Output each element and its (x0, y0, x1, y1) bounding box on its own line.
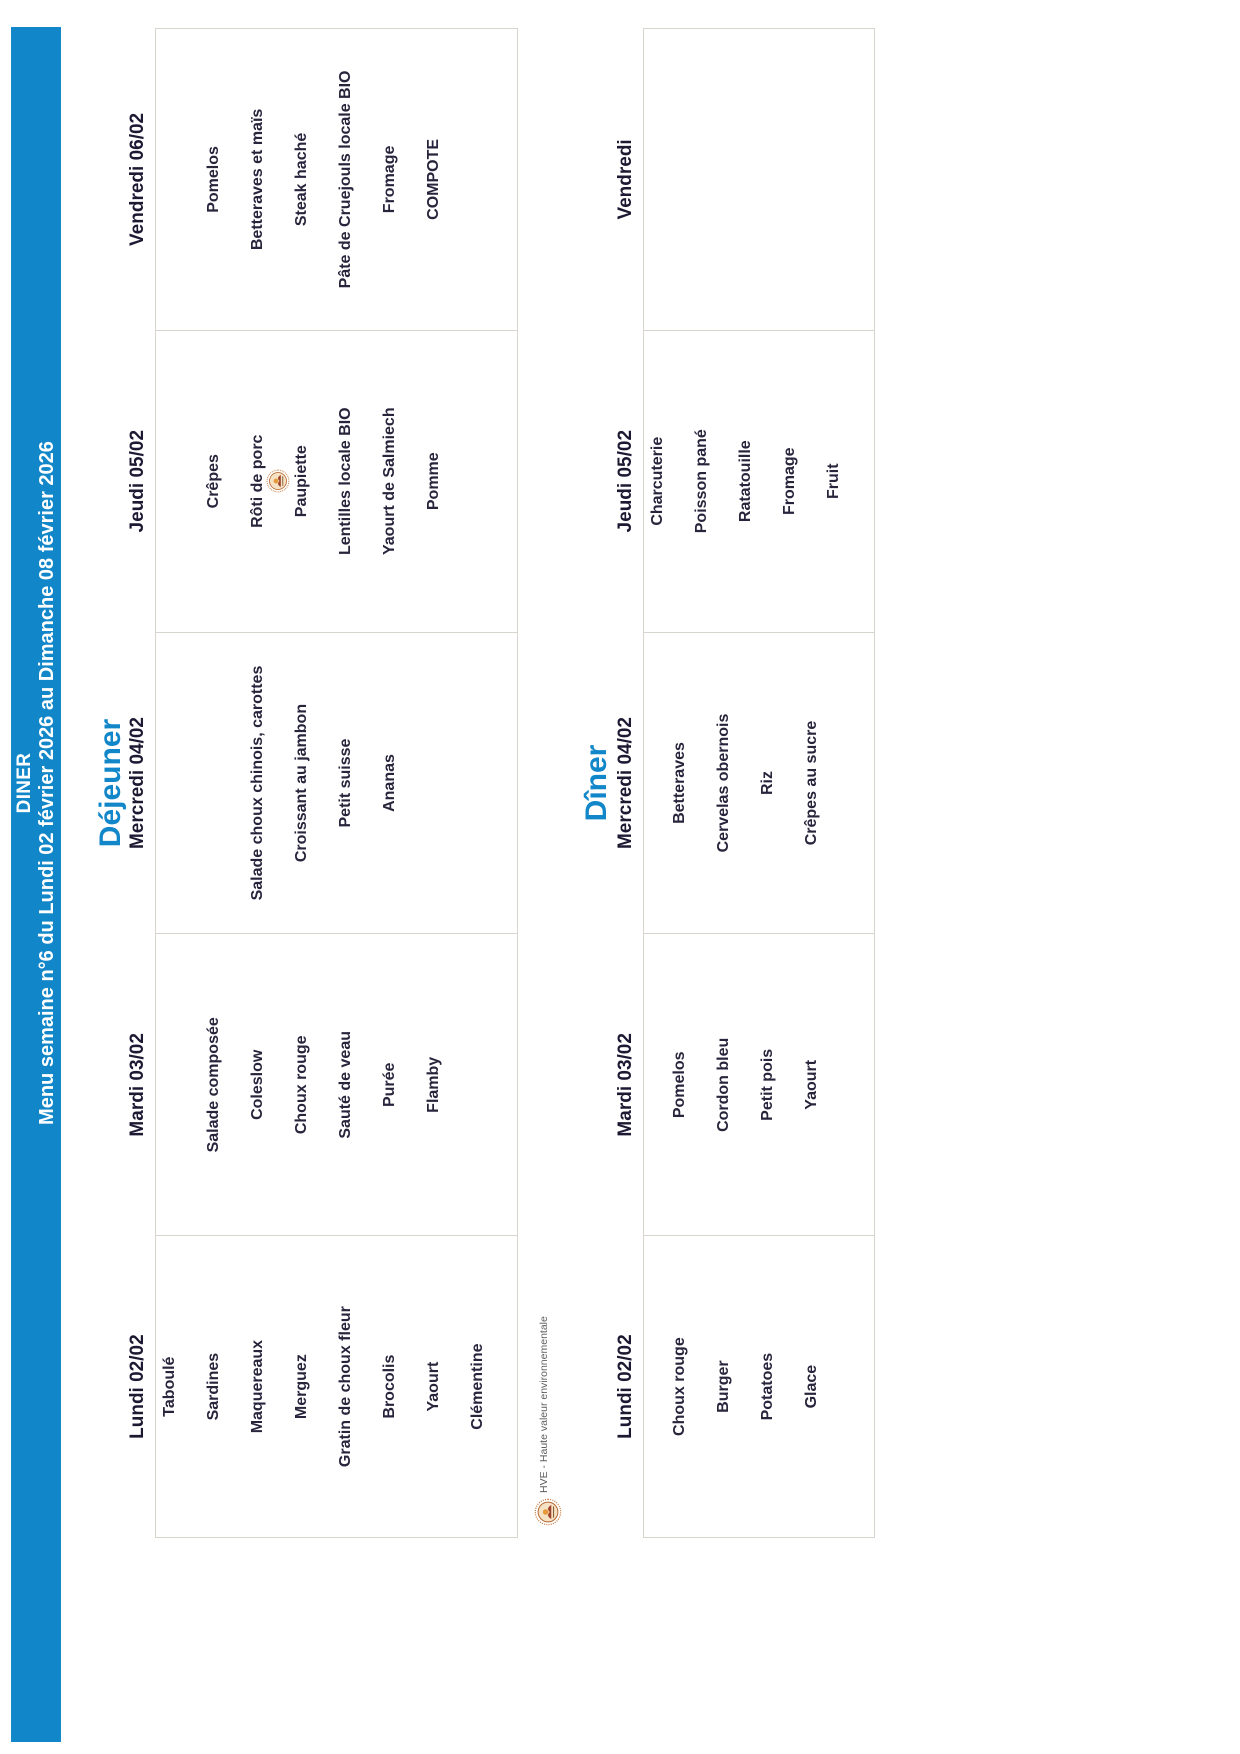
dish-item: Maquereaux (249, 1339, 266, 1434)
dish-item: Clémentine (469, 1343, 486, 1430)
dish-item: Petit pois (759, 1048, 776, 1121)
dish-item: Brocolis (381, 1354, 398, 1419)
day-header: Mercredi 04/02 (127, 717, 148, 850)
dish-item: Fromage (781, 447, 798, 515)
dish-item: Choux rouge (293, 1035, 310, 1135)
dejeuner-table (127, 28, 518, 1538)
day-column-jeudi (127, 331, 517, 633)
dish-list (148, 331, 500, 632)
dish-item: Yaourt (803, 1059, 820, 1110)
dish-item: Ratatouille (737, 440, 754, 523)
dish-item: Gratin de choux fleur (337, 1306, 354, 1468)
day-header: Vendredi 06/02 (127, 112, 148, 246)
day-header: Mardi 03/02 (127, 1033, 148, 1137)
day-header: Vendredi (615, 139, 636, 220)
day-column-lundi (615, 1236, 874, 1537)
dish-item: Lentilles locale BIO (337, 407, 354, 556)
dish-list (148, 633, 500, 934)
dish-list (148, 934, 500, 1235)
dish-item: Glace (803, 1364, 820, 1409)
dish-item: Betteraves (671, 742, 688, 824)
dish-item: Croissant au jambon (293, 703, 310, 863)
dish-item: Merguez (293, 1354, 310, 1420)
dish-item: Crêpes (205, 454, 222, 509)
menu-label: DINER (14, 752, 35, 814)
dish-item: COMPOTE (425, 138, 442, 220)
dish-list (636, 29, 856, 330)
legend-text: HVE - Haute valeur environnementale (538, 1316, 550, 1493)
dish-item: Flamby (425, 1056, 442, 1113)
day-header: Jeudi 05/02 (127, 429, 148, 533)
dish-item: Sardines (205, 1352, 222, 1421)
day-header: Lundi 02/02 (127, 1334, 148, 1439)
dish-item: Paupiette (293, 445, 310, 518)
dish-item: Coleslow (249, 1049, 266, 1120)
dish-item: Pâte de Cruejouls locale BIO (337, 70, 354, 289)
dish-list (636, 934, 856, 1235)
dish-item: Salade choux chinois, carottes (249, 665, 266, 901)
dish-item: Riz (759, 771, 776, 796)
dish-item: Sauté de veau (337, 1031, 354, 1139)
day-column-mardi (127, 934, 517, 1236)
day-column-vendredi (615, 29, 874, 331)
dish-item: Salade composée (205, 1017, 222, 1153)
dish-list (636, 1236, 856, 1537)
dish-item: Taboulé (161, 1356, 178, 1417)
dish-item: Cervelas obernois (715, 713, 732, 853)
dish-item: Ananas (381, 754, 398, 812)
dish-item-hve (236, 435, 280, 528)
dish-item: Yaourt (425, 1361, 442, 1412)
dish-item: Petit suisse (337, 738, 354, 828)
dish-item: Cordon bleu (715, 1037, 732, 1132)
dish-item: Yaourt de Salmiech (381, 407, 398, 556)
day-column-mardi (615, 934, 874, 1236)
title-block (14, 28, 59, 1538)
dish-item: Fruit (825, 463, 842, 499)
title-band (11, 27, 61, 1742)
dish-item: Choux rouge (671, 1337, 688, 1436)
dish-item: Pomelos (671, 1051, 688, 1119)
dish-item: Crêpes au sucre (803, 720, 820, 846)
dish-item: Pomme (425, 452, 442, 511)
day-header: Mercredi 04/02 (615, 717, 636, 850)
dish-item: Charcuterie (649, 436, 666, 526)
diner-heading: Dîner (580, 744, 613, 822)
diner-table (615, 28, 875, 1538)
day-column-mercredi (615, 633, 874, 935)
dish-item: Steak haché (293, 132, 310, 227)
day-header: Lundi 02/02 (615, 1334, 636, 1439)
menu-title: Menu semaine n°6 du Lundi 02 février 2026 au Dimanche 08 février 2026 (36, 441, 58, 1125)
dish-list (636, 331, 856, 632)
dish-item: Poisson pané (693, 429, 710, 534)
hve-seal-icon (534, 1498, 562, 1526)
dejeuner-heading: Déjeuner (94, 718, 127, 848)
day-column-mercredi (127, 633, 517, 935)
day-column-lundi (127, 1236, 517, 1537)
dish-item: Purée (381, 1062, 398, 1108)
dish-list (148, 1236, 500, 1537)
dish-list (148, 29, 500, 330)
dish-item: Fromage (381, 145, 398, 214)
hve-legend (534, 1316, 562, 1526)
dish-list (636, 633, 856, 934)
day-column-jeudi (615, 331, 874, 633)
dish-item: Potatoes (759, 1352, 776, 1421)
dish-label: Rôti de porc (249, 434, 266, 528)
day-header: Jeudi 05/02 (615, 429, 636, 533)
dish-item: Betteraves et maïs (249, 108, 266, 251)
day-header: Mardi 03/02 (615, 1033, 636, 1137)
dish-item: Burger (715, 1360, 732, 1413)
day-column-vendredi (127, 29, 517, 331)
dish-item: Pomelos (205, 146, 222, 213)
